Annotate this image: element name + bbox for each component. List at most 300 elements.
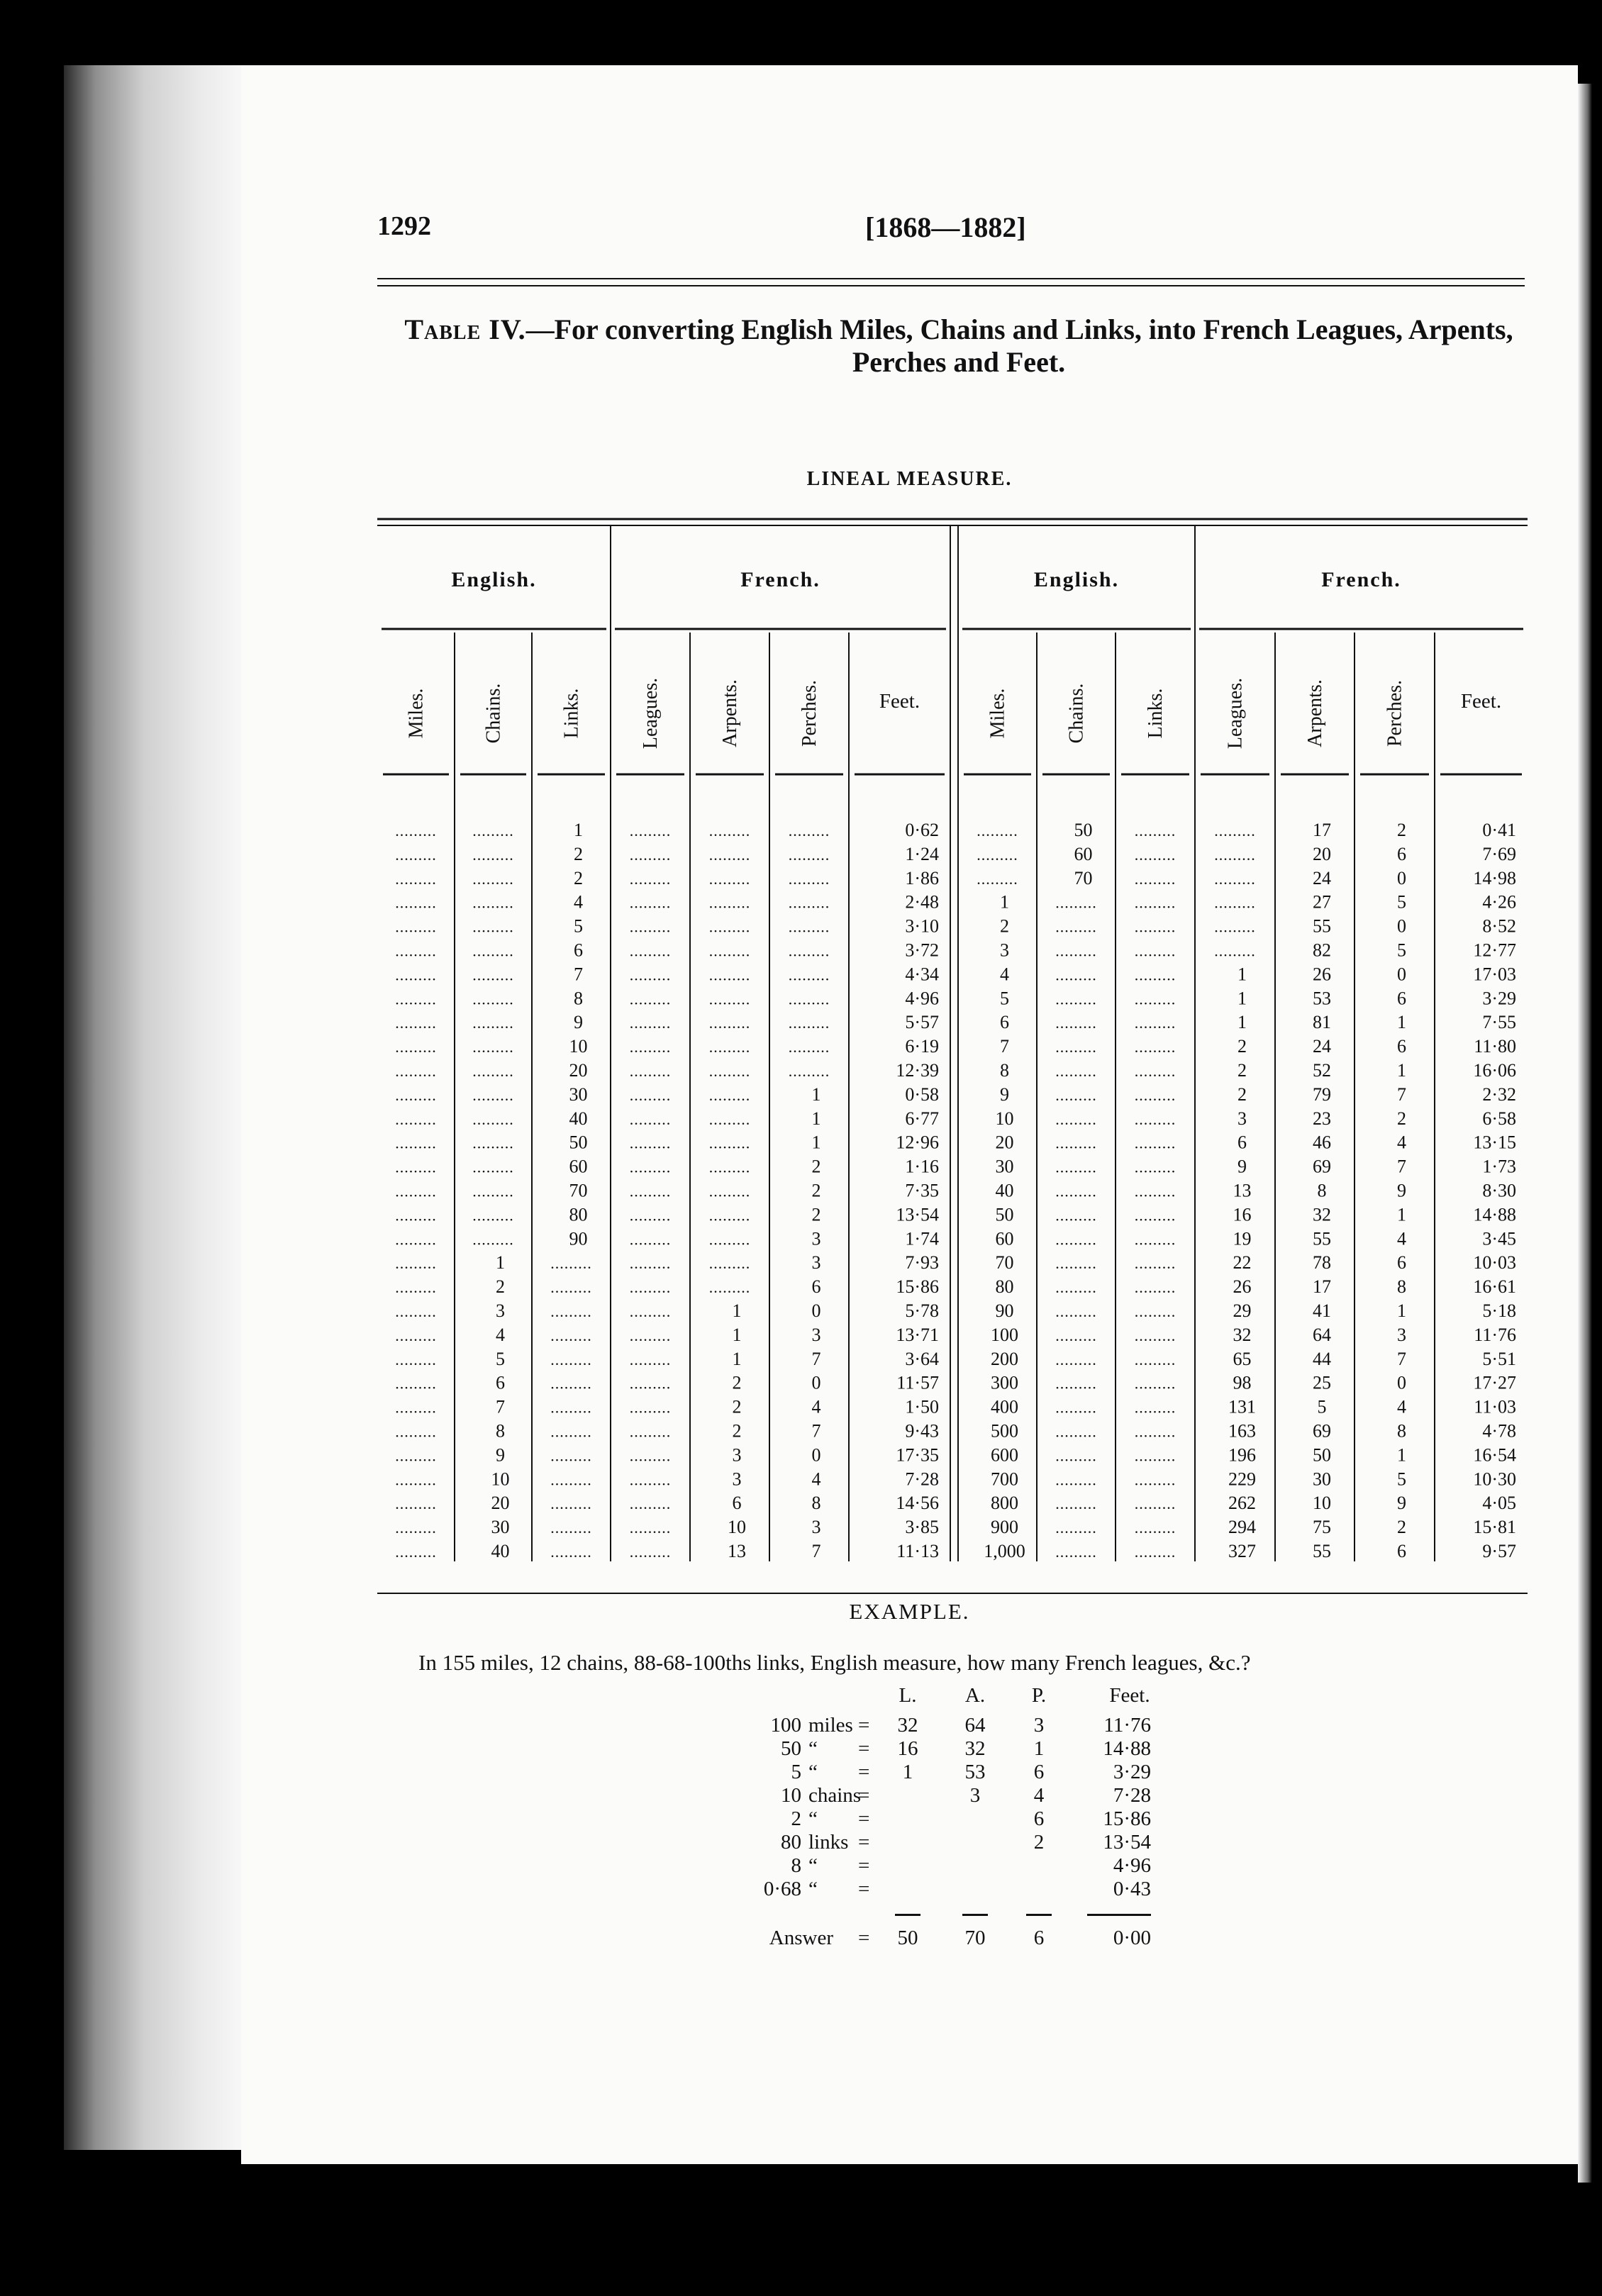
- right-cell-leagues: 2: [1237, 1083, 1247, 1105]
- right-header-chains: Chains.: [1065, 683, 1088, 744]
- right-cell-miles: 6: [1000, 1012, 1009, 1033]
- left-dots: .........: [550, 1278, 592, 1297]
- right-cell-leagues: 327: [1228, 1541, 1256, 1561]
- left-dots: .........: [708, 1182, 751, 1200]
- example-question: In 155 miles, 12 chains, 88-68-100ths links, English measure, how many French leagues, &c.?: [418, 1650, 1251, 1675]
- example-answer-equals: =: [858, 1927, 870, 1949]
- left-dots: .........: [550, 1447, 592, 1465]
- right-dots: .........: [1055, 1254, 1097, 1273]
- right-cell-perches: 6: [1397, 1541, 1406, 1561]
- left-cell-feet: 7·93: [905, 1252, 939, 1274]
- left-cell-arpents: 10: [728, 1517, 746, 1538]
- left-dots: .........: [629, 1182, 672, 1200]
- right-cell-miles: 200: [991, 1348, 1018, 1369]
- left-dots: .........: [629, 942, 672, 960]
- left-dots: .........: [788, 845, 830, 864]
- example-perches: 1: [1033, 1737, 1045, 1760]
- right-cell-arpents: 24: [1313, 1036, 1331, 1057]
- example-feet: 11·76: [1103, 1714, 1151, 1737]
- right-cell-miles: 400: [991, 1396, 1018, 1417]
- right-dots: .........: [1055, 1182, 1097, 1200]
- right-cell-perches: 4: [1397, 1396, 1406, 1417]
- example-answer-arpents: 70: [964, 1927, 986, 1949]
- left-dots: .........: [629, 1422, 672, 1441]
- right-cell-miles: 70: [995, 1252, 1014, 1274]
- left-dots: .........: [629, 990, 672, 1008]
- right-dots: .........: [1055, 1422, 1097, 1441]
- left-dots: .........: [550, 1495, 592, 1513]
- example-perches: 2: [1033, 1831, 1045, 1854]
- left-dots: .........: [395, 1398, 437, 1417]
- right-cell-feet: 9·57: [1482, 1541, 1516, 1561]
- right-cell-perches: 1: [1397, 1300, 1406, 1321]
- left-dots: .........: [708, 1254, 751, 1273]
- right-cell-feet: 10·03: [1473, 1252, 1516, 1274]
- right-dots: .........: [1134, 1374, 1177, 1393]
- right-cell-feet: 15·81: [1473, 1517, 1516, 1538]
- right-cell-perches: 2: [1397, 1108, 1406, 1129]
- left-cell-feet: 14·56: [896, 1493, 939, 1514]
- example-answer-leagues: 50: [897, 1927, 918, 1949]
- conversion-table: [241, 65, 1578, 1597]
- right-dots: .........: [1055, 1086, 1097, 1104]
- left-dots: .........: [395, 1182, 437, 1200]
- example-qty: 100: [770, 1714, 801, 1737]
- left-cell-arpents: 2: [732, 1372, 742, 1393]
- right-cell-leagues: 1: [1237, 1012, 1247, 1033]
- right-cell-feet: 2·32: [1482, 1083, 1516, 1105]
- left-dots: .........: [708, 990, 751, 1008]
- right-cell-leagues: 163: [1228, 1420, 1256, 1442]
- left-dots: .........: [629, 822, 672, 840]
- right-cell-feet: 11·76: [1474, 1324, 1516, 1345]
- right-cell-arpents: 44: [1313, 1348, 1331, 1369]
- right-cell-leagues: 1: [1237, 964, 1247, 985]
- left-dots: .........: [788, 966, 830, 984]
- example-perches: 6: [1033, 1807, 1045, 1830]
- left-dots: .........: [395, 966, 437, 984]
- left-cell-feet: 0·58: [905, 1083, 939, 1105]
- right-cell-miles: 7: [1000, 1036, 1009, 1057]
- left-dots: .........: [550, 1519, 592, 1537]
- left-cell-feet: 3·72: [905, 940, 939, 961]
- left-dots: .........: [472, 1206, 514, 1225]
- example-equals: =: [858, 1761, 870, 1783]
- right-dots: .........: [1055, 918, 1097, 936]
- left-cell-links: 30: [569, 1083, 588, 1105]
- left-dots: .........: [395, 869, 437, 888]
- left-dots: .........: [788, 942, 830, 960]
- right-dots: .........: [1134, 1495, 1177, 1513]
- left-dots: .........: [395, 1447, 437, 1465]
- right-dots: .........: [1134, 1182, 1177, 1200]
- right-cell-miles: 4: [1000, 964, 1009, 985]
- right-cell-arpents: 10: [1313, 1493, 1331, 1514]
- left-dots: .........: [395, 1134, 437, 1152]
- right-cell-arpents: 41: [1313, 1300, 1331, 1321]
- right-cell-miles: 5: [1000, 988, 1009, 1009]
- left-dots: .........: [629, 1543, 672, 1561]
- left-cell-links: 5: [574, 915, 583, 937]
- right-cell-feet: 7·69: [1482, 843, 1516, 864]
- right-cell-miles: 90: [995, 1300, 1014, 1321]
- right-dots: .........: [1134, 918, 1177, 936]
- page: [241, 65, 1578, 2164]
- left-cell-feet: 7·35: [905, 1180, 939, 1201]
- right-cell-feet: 16·06: [1473, 1060, 1516, 1081]
- left-dots: .........: [708, 1014, 751, 1032]
- right-dots: .........: [1055, 1350, 1097, 1369]
- right-dots: .........: [1055, 1495, 1097, 1513]
- example-equals: =: [858, 1737, 870, 1760]
- right-cell-leagues: 22: [1233, 1252, 1252, 1274]
- right-cell-miles: 600: [991, 1444, 1018, 1466]
- left-dots: .........: [629, 869, 672, 888]
- left-cell-perches: 4: [811, 1396, 821, 1417]
- right-cell-arpents: 24: [1313, 867, 1331, 888]
- left-cell-arpents: 3: [732, 1469, 742, 1490]
- left-cell-feet: 3·10: [905, 915, 939, 937]
- right-cell-feet: 6·58: [1482, 1108, 1516, 1129]
- right-dots: .........: [1055, 1398, 1097, 1417]
- example-arpents: 32: [964, 1737, 986, 1760]
- left-dots: .........: [395, 1543, 437, 1561]
- right-dots: .........: [1134, 1110, 1177, 1128]
- right-dots: .........: [1055, 1303, 1097, 1320]
- left-cell-arpents: 1: [732, 1324, 742, 1345]
- right-cell-leagues: 196: [1228, 1444, 1256, 1466]
- page-number: 1292: [377, 211, 431, 241]
- left-dots: .........: [395, 1374, 437, 1393]
- right-cell-leagues: 13: [1233, 1180, 1252, 1201]
- right-cell-leagues: 9: [1237, 1156, 1247, 1177]
- left-dots: .........: [395, 893, 437, 912]
- example-equals: =: [858, 1807, 870, 1830]
- right-cell-miles: 80: [995, 1276, 1014, 1298]
- left-cell-perches: 3: [811, 1228, 821, 1249]
- right-cell-arpents: 55: [1313, 1541, 1331, 1561]
- left-dots: .........: [629, 1158, 672, 1176]
- right-cell-feet: 5·18: [1482, 1300, 1516, 1321]
- right-cell-miles: 10: [995, 1108, 1014, 1129]
- left-cell-feet: 11·13: [896, 1541, 939, 1561]
- left-dots: .........: [629, 1110, 672, 1128]
- right-cell-feet: 5·51: [1482, 1348, 1516, 1369]
- right-cell-perches: 6: [1397, 843, 1406, 864]
- left-cell-feet: 15·86: [896, 1276, 939, 1298]
- right-cell-leagues: 262: [1228, 1493, 1256, 1514]
- example-equals: =: [858, 1878, 870, 1900]
- right-dots: .........: [1055, 1543, 1097, 1561]
- right-cell-miles: 900: [991, 1517, 1018, 1538]
- right-dots: .........: [1214, 822, 1256, 840]
- right-dots: .........: [1134, 1519, 1177, 1537]
- right-dots: .........: [1055, 893, 1097, 912]
- example-sum-rule: [962, 1914, 988, 1916]
- example-sum-rule: [895, 1914, 920, 1916]
- left-cell-chains: 30: [491, 1517, 510, 1538]
- left-dots: .........: [629, 1086, 672, 1104]
- right-cell-arpents: 52: [1313, 1060, 1331, 1081]
- example-unit: links: [808, 1831, 849, 1854]
- left-dots: .........: [629, 1519, 672, 1537]
- left-dots: .........: [472, 942, 514, 960]
- right-header-feet: Feet.: [1460, 690, 1502, 713]
- left-dots: .........: [472, 1014, 514, 1032]
- left-group-french: French.: [740, 568, 821, 591]
- right-dots: .........: [1134, 1278, 1177, 1297]
- left-dots: .........: [629, 1326, 672, 1344]
- left-cell-chains: 40: [491, 1541, 510, 1561]
- right-cell-arpents: 25: [1313, 1372, 1331, 1393]
- right-header-perches: Perches.: [1384, 679, 1406, 747]
- right-cell-perches: 3: [1397, 1324, 1406, 1345]
- right-header-miles: Miles.: [986, 688, 1009, 739]
- left-cell-chains: 8: [496, 1420, 505, 1442]
- left-dots: .........: [395, 1254, 437, 1273]
- right-cell-perches: 0: [1397, 1372, 1406, 1393]
- left-cell-chains: 9: [496, 1444, 505, 1466]
- right-cell-perches: 1: [1397, 1204, 1406, 1225]
- left-cell-feet: 1·16: [905, 1156, 939, 1177]
- right-cell-feet: 7·55: [1482, 1012, 1516, 1033]
- left-dots: .........: [550, 1374, 592, 1393]
- left-cell-perches: 2: [811, 1156, 821, 1177]
- right-cell-perches: 0: [1397, 964, 1406, 985]
- example-answer-label: Answer: [769, 1927, 833, 1949]
- right-dots: .........: [1055, 1014, 1097, 1032]
- left-cell-perches: 3: [811, 1324, 821, 1345]
- left-cell-links: 6: [574, 940, 583, 961]
- right-cell-perches: 0: [1397, 867, 1406, 888]
- example-qty: 80: [781, 1831, 801, 1854]
- right-dots: .........: [977, 822, 1018, 840]
- left-dots: .........: [395, 1158, 437, 1176]
- right-dots: .........: [1134, 1543, 1177, 1561]
- left-cell-chains: 4: [496, 1324, 505, 1345]
- left-cell-perches: 0: [811, 1444, 821, 1466]
- right-cell-leagues: 6: [1237, 1132, 1247, 1153]
- right-cell-arpents: 46: [1313, 1132, 1331, 1153]
- right-cell-feet: 13·15: [1473, 1132, 1516, 1153]
- right-cell-arpents: 23: [1313, 1108, 1331, 1129]
- right-cell-miles: 40: [995, 1180, 1014, 1201]
- right-dots: .........: [1055, 1158, 1097, 1176]
- left-dots: .........: [708, 893, 751, 912]
- left-cell-links: 7: [574, 964, 583, 985]
- left-dots: .........: [629, 1398, 672, 1417]
- right-cell-perches: 4: [1397, 1132, 1406, 1153]
- right-cell-arpents: 8: [1317, 1180, 1327, 1201]
- right-cell-arpents: 50: [1313, 1444, 1331, 1466]
- right-dots: .........: [1214, 893, 1256, 912]
- example-equals: =: [858, 1831, 870, 1854]
- example-feet: 4·96: [1113, 1854, 1151, 1877]
- left-dots: .........: [472, 1134, 514, 1152]
- right-cell-perches: 1: [1397, 1444, 1406, 1466]
- right-cell-perches: 7: [1397, 1083, 1406, 1105]
- right-cell-arpents: 75: [1313, 1517, 1331, 1538]
- right-cell-feet: 4·05: [1482, 1493, 1516, 1514]
- left-dots: .........: [395, 942, 437, 960]
- left-dots: .........: [788, 918, 830, 936]
- left-dots: .........: [629, 1495, 672, 1513]
- right-cell-leagues: 19: [1233, 1228, 1252, 1249]
- example-qty: 50: [781, 1737, 801, 1760]
- left-dots: .........: [550, 1422, 592, 1441]
- right-cell-perches: 5: [1397, 1469, 1406, 1490]
- example-sum-rule: [1026, 1914, 1052, 1916]
- right-cell-leagues: 294: [1228, 1517, 1256, 1538]
- right-cell-arpents: 26: [1313, 964, 1331, 985]
- right-cell-perches: 5: [1397, 891, 1406, 913]
- right-cell-perches: 4: [1397, 1228, 1406, 1249]
- right-dots: .........: [1055, 1110, 1097, 1128]
- right-cell-miles: 100: [991, 1324, 1018, 1345]
- right-cell-perches: 1: [1397, 1060, 1406, 1081]
- right-dots: .........: [1134, 1303, 1177, 1320]
- right-dots: .........: [1134, 1086, 1177, 1104]
- right-cell-leagues: 16: [1233, 1204, 1252, 1225]
- right-cell-chains: 60: [1074, 843, 1093, 864]
- left-cell-links: 8: [574, 988, 583, 1009]
- left-cell-chains: 20: [491, 1493, 510, 1514]
- right-cell-feet: 14·88: [1473, 1204, 1516, 1225]
- right-cell-feet: 8·30: [1482, 1180, 1516, 1201]
- right-header-leagues: Leagues.: [1224, 677, 1247, 749]
- right-dots: .........: [1134, 1422, 1177, 1441]
- example-feet: 0·43: [1113, 1878, 1151, 1900]
- example-equals: =: [858, 1784, 870, 1807]
- left-dots: .........: [472, 1110, 514, 1128]
- right-cell-arpents: 55: [1313, 1228, 1331, 1249]
- left-dots: .........: [708, 1278, 751, 1297]
- right-cell-perches: 9: [1397, 1493, 1406, 1514]
- left-dots: .........: [395, 918, 437, 936]
- left-dots: .........: [629, 1374, 672, 1393]
- left-cell-links: 20: [569, 1060, 588, 1081]
- left-dots: .........: [395, 1014, 437, 1032]
- left-dots: .........: [550, 1350, 592, 1369]
- example-qty: 2: [791, 1807, 801, 1830]
- right-cell-miles: 8: [1000, 1060, 1009, 1081]
- left-dots: .........: [629, 1062, 672, 1080]
- right-dots: .........: [1134, 1398, 1177, 1417]
- left-cell-arpents: 6: [732, 1493, 742, 1514]
- example-equals: =: [858, 1854, 870, 1877]
- right-cell-perches: 0: [1397, 915, 1406, 937]
- left-dots: .........: [708, 822, 751, 840]
- right-cell-leagues: 65: [1233, 1348, 1252, 1369]
- example-answer-perches: 6: [1033, 1927, 1045, 1949]
- left-cell-chains: 7: [496, 1396, 505, 1417]
- left-cell-feet: 5·57: [905, 1012, 939, 1033]
- left-header-perches: Perches.: [799, 679, 821, 747]
- left-header-links: Links.: [560, 688, 583, 739]
- left-header-arpents: Arpents.: [719, 679, 741, 747]
- right-dots: .........: [1055, 966, 1097, 984]
- right-dots: .........: [1134, 1014, 1177, 1032]
- example-sum-rule: [1087, 1914, 1151, 1916]
- left-cell-feet: 0·62: [905, 820, 939, 840]
- right-cell-perches: 7: [1397, 1156, 1406, 1177]
- left-dots: .........: [708, 1110, 751, 1128]
- example-unit: “: [808, 1807, 818, 1830]
- left-cell-feet: 6·19: [905, 1036, 939, 1057]
- left-header-leagues: Leagues.: [640, 677, 662, 749]
- right-dots: .........: [1055, 1471, 1097, 1489]
- example-answer-feet: 0·00: [1113, 1927, 1151, 1949]
- left-dots: .........: [629, 845, 672, 864]
- example-qty: 8: [791, 1854, 801, 1877]
- left-dots: .........: [550, 1326, 592, 1344]
- left-cell-links: 2: [574, 867, 583, 888]
- left-cell-feet: 1·74: [905, 1228, 939, 1249]
- left-dots: .........: [550, 1303, 592, 1320]
- right-dots: .........: [1134, 1254, 1177, 1273]
- right-dots: .........: [1055, 1278, 1097, 1297]
- left-cell-feet: 3·85: [905, 1517, 939, 1538]
- left-cell-perches: 2: [811, 1180, 821, 1201]
- left-header-feet: Feet.: [879, 690, 920, 713]
- right-dots: .........: [1134, 1038, 1177, 1057]
- right-cell-feet: 4·26: [1482, 891, 1516, 913]
- left-dots: .........: [395, 1495, 437, 1513]
- left-dots: .........: [708, 845, 751, 864]
- left-cell-links: 9: [574, 1012, 583, 1033]
- right-cell-arpents: 55: [1313, 915, 1331, 937]
- example-header-leagues: L.: [899, 1684, 917, 1707]
- example-header-perches: P.: [1031, 1684, 1047, 1707]
- left-cell-chains: 2: [496, 1276, 505, 1298]
- example-header-feet: Feet.: [1109, 1684, 1150, 1707]
- left-dots: .........: [629, 1447, 672, 1465]
- left-cell-feet: 7·28: [905, 1469, 939, 1490]
- right-group-french: French.: [1321, 568, 1401, 591]
- example-title: EXAMPLE.: [849, 1599, 970, 1624]
- left-dots: .........: [550, 1471, 592, 1489]
- left-dots: .........: [629, 1471, 672, 1489]
- left-cell-chains: 1: [496, 1252, 505, 1274]
- right-cell-miles: 700: [991, 1469, 1018, 1490]
- right-cell-perches: 7: [1397, 1348, 1406, 1369]
- left-dots: .........: [395, 1278, 437, 1297]
- left-cell-arpents: 1: [732, 1348, 742, 1369]
- right-cell-leagues: 2: [1237, 1060, 1247, 1081]
- right-dots: .........: [977, 869, 1018, 888]
- left-dots: .........: [708, 1038, 751, 1057]
- left-dots: .........: [472, 966, 514, 984]
- left-dots: .........: [788, 990, 830, 1008]
- left-dots: .........: [395, 1038, 437, 1057]
- left-cell-perches: 7: [811, 1348, 821, 1369]
- left-dots: .........: [708, 918, 751, 936]
- right-dots: .........: [1055, 1206, 1097, 1225]
- left-cell-feet: 1·24: [905, 843, 939, 864]
- right-dots: .........: [1055, 1038, 1097, 1057]
- right-dots: .........: [1055, 1062, 1097, 1080]
- right-dots: .........: [1055, 1134, 1097, 1152]
- right-cell-perches: 1: [1397, 1012, 1406, 1033]
- right-cell-leagues: 1: [1237, 988, 1247, 1009]
- left-group-english: English.: [451, 568, 537, 591]
- left-cell-arpents: 2: [732, 1396, 742, 1417]
- right-cell-leagues: 3: [1237, 1108, 1247, 1129]
- left-dots: .........: [472, 1038, 514, 1057]
- left-dots: .........: [629, 1303, 672, 1320]
- right-cell-miles: 1,000: [984, 1541, 1025, 1561]
- left-dots: .........: [395, 1471, 437, 1489]
